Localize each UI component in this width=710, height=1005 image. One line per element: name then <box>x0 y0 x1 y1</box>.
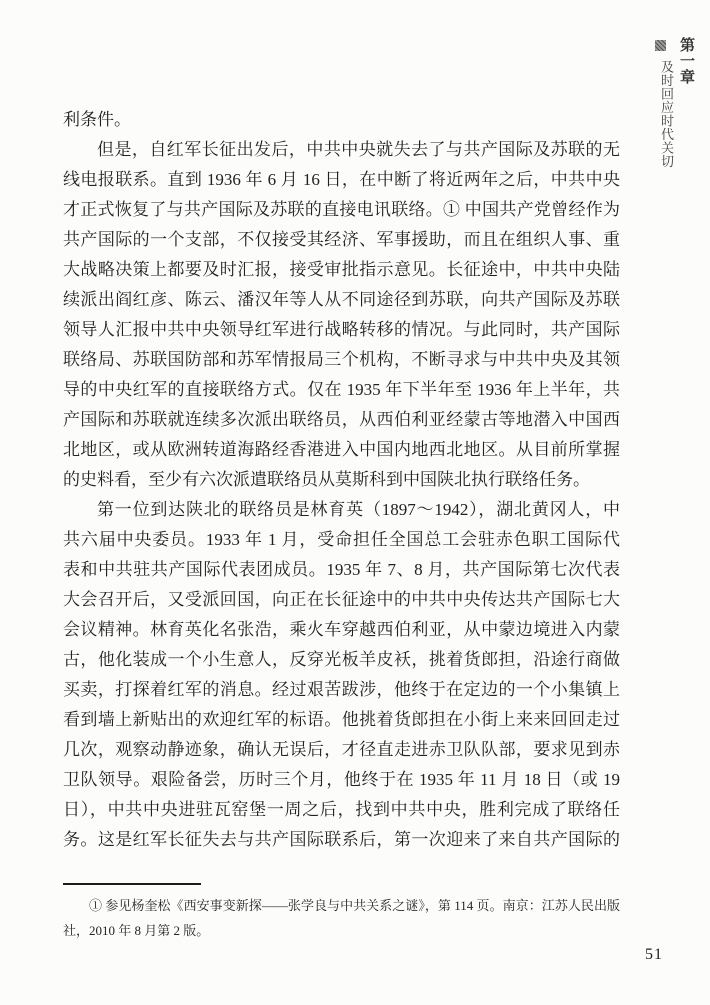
text-line: 会议精神。林育英化名张浩，乘火车穿越西伯利亚，从中蒙边境进入内蒙 <box>63 620 620 639</box>
text-line: 卫队领导。艰险备尝，历时三个月，他终于在 1935 年 11 月 18 日（或 19 <box>63 770 620 789</box>
text-line: 务。这是红军长征失去与共产国际联系后，第一次迎来了来自共产国际的 <box>63 830 620 849</box>
text-line: 几次，观察动静迹象，确认无误后，才径直走进赤卫队队部，要求见到赤 <box>63 740 620 759</box>
footnote-divider <box>63 883 201 885</box>
text-line: 才正式恢复了与共产国际及苏联的直接电讯联络。① 中国共产党曾经作为 <box>63 200 620 219</box>
text-line: 北地区，或从欧洲转道海路经香港进入中国内地西北地区。从目前所掌握 <box>63 440 620 459</box>
text-line: 利条件。 <box>63 110 131 129</box>
chapter-number: 第一章 <box>678 37 694 85</box>
text-line: 导的中央红军的直接联络方式。仅在 1935 年下半年至 1936 年上半年，共 <box>63 380 620 399</box>
text-line: 日），中共中央进驻瓦窑堡一周之后，找到中共中央，胜利完成了联络任 <box>63 800 620 819</box>
text-line: 古，他化装成一个小生意人，反穿光板羊皮袄，挑着货郎担，沿途行商做 <box>63 650 620 669</box>
text-line: 第一位到达陕北的联络员是林育英（1897～1942），湖北黄冈人，中 <box>97 500 620 519</box>
page-body <box>63 105 620 855</box>
text-line: ① 参见杨奎松《西安事变新探——张学良与中共关系之谜》，第 114 页。南京：江苏人民出版 <box>89 898 620 913</box>
text-line: 共六届中央委员。1933 年 1 月，受命担任全国总工会驻赤色职工国际代 <box>63 530 620 549</box>
chapter-title: 及时回应时代关切 <box>659 60 674 168</box>
text-line: 线电报联系。直到 1936 年 6 月 16 日，在中断了将近两年之后，中共中央 <box>63 170 620 189</box>
text-line: 领导人汇报中共中央领导红军进行战略转移的情况。与此同时，共产国际 <box>63 320 620 339</box>
text-line: 产国际和苏联就连续多次派出联络员，从西伯利亚经蒙古等地潜入中国西 <box>63 410 620 429</box>
text-line: 买卖，打探着红军的消息。经过艰苦跋涉，他终于在定边的一个小集镇上 <box>63 680 620 699</box>
paragraph <box>63 135 620 495</box>
page-number: 51 <box>645 946 663 963</box>
text-line: 社，2010 年 8 月第 2 版。 <box>63 923 210 938</box>
text-line: 看到墙上新贴出的欢迎红军的标语。他挑着货郎担在小街上来来回回走过 <box>63 710 620 729</box>
text-line: 联络局、苏联国防部和苏军情报局三个机构，不断寻求与中共中央及其领 <box>63 350 620 369</box>
footnote <box>63 893 620 943</box>
text-line: 的史料看，至少有六次派遣联络员从莫斯科到中国陕北执行联络任务。 <box>63 470 590 489</box>
paragraph <box>63 495 620 855</box>
text-line: 续派出阎红彦、陈云、潘汉年等人从不同途径到苏联，向共产国际及苏联 <box>63 290 620 309</box>
section-marker-icon <box>655 40 666 51</box>
text-line: 共产国际的一个支部，不仅接受其经济、军事援助，而且在组织人事、重 <box>63 230 620 249</box>
paragraph-continuation <box>63 105 620 135</box>
text-line: 大会召开后，又受派回国，向正在长征途中的中共中央传达共产国际七大 <box>63 590 620 609</box>
text-line: 表和中共驻共产国际代表团成员。1935 年 7、8 月，共产国际第七次代表 <box>63 560 620 579</box>
text-line: 大战略决策上都要及时汇报，接受审批指示意见。长征途中，中共中央陆 <box>63 260 620 279</box>
text-line: 但是，自红军长征出发后，中共中央就失去了与共产国际及苏联的无 <box>97 140 620 159</box>
